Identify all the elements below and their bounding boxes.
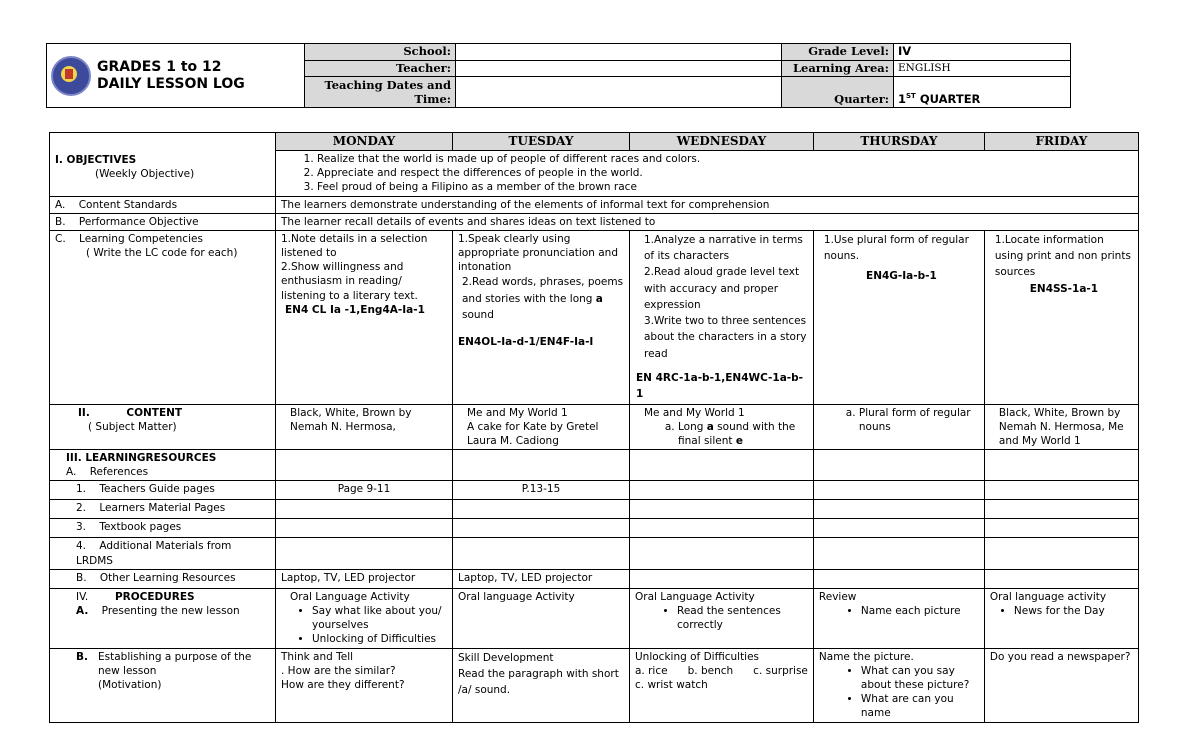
tg-tuesday: P.13-15 (453, 481, 630, 500)
competency-line: 1.Note details in a selection listened to (281, 232, 428, 260)
tg-label-cell (50, 481, 276, 500)
competency-line: 2.Show willingness and enthusiasm in reading/ listening to a literary text. (281, 261, 418, 302)
row-num: 1. (76, 483, 87, 496)
competency-monday (276, 230, 453, 404)
row-num: A. (76, 604, 89, 617)
content-line: A cake for Kate by Gretel Laura M. Cadiong (467, 420, 599, 447)
objective-item: 3. Feel proud of being a Filipino as a member of the brown race (317, 180, 1133, 194)
day-tuesday: TUESDAY (453, 133, 630, 151)
area-label: Learning Area: (782, 60, 894, 77)
quarter-label: Quarter: (782, 77, 894, 108)
other-resources-label-cell (50, 569, 276, 588)
cell-empty (276, 519, 453, 538)
competency-text: 2.Read words, phrases, poems and stories with the long (462, 276, 624, 305)
objectives-label-cell (50, 133, 276, 197)
motivation-line: . How are the similar? (281, 664, 396, 677)
competency-code: EN 4RC-1a-b-1,EN4WC-1a-b-1 (636, 371, 804, 401)
cell-empty (984, 500, 1138, 519)
motivation-item: • What are can you name (861, 692, 979, 720)
objectives-sub: (Weekly Objective) (95, 168, 195, 181)
cell-empty (813, 569, 984, 588)
competency-text: sound (462, 308, 494, 321)
cell-empty (630, 481, 814, 500)
activity-item: • News for the Day (1014, 604, 1133, 618)
header-logo-cell (47, 44, 305, 108)
cell-empty (630, 538, 814, 569)
motivation-monday (276, 648, 453, 722)
activity-item: • Unlocking of Difficulties (312, 632, 447, 646)
cell-empty (630, 500, 814, 519)
teacher-field[interactable] (456, 60, 782, 77)
cell-empty (813, 481, 984, 500)
competency-friday (984, 230, 1138, 404)
activity-title: Review (818, 590, 857, 603)
content-line: Me and My World 1 (644, 406, 745, 419)
motivation-friday: Do you read a newspaper? (984, 648, 1138, 722)
tg-label: Teachers Guide pages (99, 483, 215, 496)
cell-empty (453, 519, 630, 538)
title-line1: GRADES 1 to 12 (97, 58, 222, 75)
deped-seal-icon (51, 56, 91, 96)
competency-line: 1.Speak clearly using appropriate pronunciation and intonation (458, 232, 618, 274)
content-item: a. Plural form of regular nouns (859, 406, 979, 434)
cell-empty (276, 538, 453, 569)
day-wednesday: WEDNESDAY (630, 133, 814, 151)
lrdms-label-cell (50, 538, 276, 569)
lm-label: Learners Material Pages (99, 502, 226, 515)
motivation-line: Skill Development (458, 651, 554, 664)
competencies-label: Learning Competencies (79, 232, 203, 245)
lesson-log-table (49, 132, 1139, 723)
motivation-title: Name the picture. (818, 650, 914, 663)
competency-wednesday (630, 230, 814, 404)
competencies-label-cell (50, 230, 276, 404)
area-field[interactable]: ENGLISH (894, 60, 1071, 77)
cell-empty (630, 519, 814, 538)
row-num: B. (76, 650, 88, 663)
row-num: B. (55, 215, 66, 228)
content-thursday (813, 404, 984, 450)
cell-empty (813, 500, 984, 519)
competency-emph: a (595, 292, 603, 305)
content-wednesday (630, 404, 814, 450)
lrdms-label: Additional Materials from LRDMS (76, 540, 232, 567)
row-num: A. (66, 466, 77, 479)
competency-line: 3.Write two to three sentences about the characters in a story read (644, 315, 807, 360)
competency-thursday (813, 230, 984, 404)
competency-code: EN4SS-1a-1 (1029, 282, 1099, 295)
row-num: A. (55, 198, 66, 211)
activity-title: Oral Language Activity (290, 590, 410, 603)
activity-item: • Read the sentences correctly (677, 604, 808, 632)
quarter-sup: ST (906, 91, 916, 100)
objectives-list-cell (276, 151, 1139, 197)
objective-item: 1. Realize that the world is made up of people of different races and colors. (317, 152, 1133, 166)
presenting-tuesday: Oral language Activity (453, 588, 630, 648)
performance-value: The learner recall details of events and shares ideas on text listened to (276, 213, 1139, 230)
motivation-tuesday (453, 648, 630, 722)
motivation-line: Think and Tell (281, 650, 354, 663)
activity-item: • Name each picture (861, 604, 979, 618)
row-num: 2. (76, 502, 87, 515)
motivation-sub: (Motivation) (98, 679, 162, 692)
cell-empty (453, 538, 630, 569)
other-monday: Laptop, TV, LED projector (276, 569, 453, 588)
quarter-field[interactable] (894, 77, 1071, 108)
performance-label-cell (50, 213, 276, 230)
objective-item: 2. Appreciate and respect the differences of people in the world. (317, 166, 1133, 180)
activity-item: • Say what like about you/ yourselves (312, 604, 447, 632)
cell-empty (630, 450, 814, 481)
competency-line: 2.Read aloud grade level text with accuracy and proper expression (644, 266, 800, 311)
competency-code: EN4G-Ia-b-1 (866, 270, 937, 283)
content-tuesday (453, 404, 630, 450)
content-text: sound with the final silent (678, 420, 796, 447)
day-thursday: THURSDAY (813, 133, 984, 151)
cell-empty (984, 519, 1138, 538)
content-text: Long (678, 420, 707, 433)
cell-empty (630, 569, 814, 588)
competency-line: 1.Locate information using print and non prints sources (994, 233, 1131, 279)
day-monday: MONDAY (276, 133, 453, 151)
content-standards-label: Content Standards (78, 198, 178, 211)
grade-field[interactable]: IV (894, 44, 1071, 61)
motivation-label-cell (50, 648, 276, 722)
competency-code: EN4OL-Ia-d-1/EN4F-Ia-I (458, 336, 594, 349)
tg-monday: Page 9-11 (276, 481, 453, 500)
row-num: II. (78, 406, 90, 419)
textbook-label: Textbook pages (99, 521, 182, 534)
cell-empty (984, 569, 1138, 588)
textbook-label-cell (50, 519, 276, 538)
competency-line: 1.Use plural form of regular nouns. (823, 233, 969, 263)
motivation-line: c. wrist watch (635, 679, 708, 692)
cell-empty (276, 500, 453, 519)
motivation-wednesday (630, 648, 814, 722)
competency-tuesday (453, 230, 630, 404)
cell-empty (453, 500, 630, 519)
content-emph: a (706, 420, 714, 433)
motivation-line: How are they different? (281, 679, 405, 692)
cell-empty (984, 450, 1138, 481)
grade-label: Grade Level: (782, 44, 894, 61)
other-resources-label: Other Learning Resources (99, 571, 236, 584)
title-line2: DAILY LESSON LOG (97, 75, 245, 92)
motivation-label: Establishing a purpose of the new lesson (98, 650, 252, 677)
row-num: B. (76, 571, 87, 584)
cell-empty (984, 538, 1138, 569)
lm-label-cell (50, 500, 276, 519)
presenting-label: Presenting the new lesson (101, 604, 240, 617)
dates-label: Teaching Dates and Time: (305, 77, 456, 108)
competencies-sub: ( Write the LC code for each) (86, 247, 238, 260)
motivation-line: Unlocking of Difficulties (635, 650, 760, 663)
procedures-label-cell (50, 588, 276, 648)
presenting-monday (276, 588, 453, 648)
activity-title: Oral Language Activity (635, 590, 755, 603)
cell-empty (813, 450, 984, 481)
day-friday: FRIDAY (984, 133, 1138, 151)
content-friday: Black, White, Brown by Nemah N. Hermosa, Me and My World 1 (984, 404, 1138, 450)
cell-empty (276, 450, 453, 481)
content-sub: ( Subject Matter) (88, 420, 177, 433)
cell-empty (453, 450, 630, 481)
motivation-item: • What can you say about these picture? (861, 664, 979, 692)
other-tuesday: Laptop, TV, LED projector (453, 569, 630, 588)
school-field[interactable] (456, 44, 782, 61)
teacher-label: Teacher: (305, 60, 456, 77)
header-table (46, 43, 1071, 108)
content-monday: Black, White, Brown by Nemah N. Hermosa, (276, 404, 453, 450)
content-item (678, 420, 808, 448)
competency-code: EN4 CL Ia -1,Eng4A-Ia-1 (285, 303, 425, 316)
quarter-word: QUARTER (915, 91, 981, 106)
objectives-label: I. OBJECTIVES (55, 154, 137, 166)
presenting-thursday (813, 588, 984, 648)
row-num: IV. (76, 590, 89, 603)
activity-title: Oral language activity (989, 590, 1107, 603)
motivation-line: Read the paragraph with short /a/ sound. (458, 667, 619, 697)
content-standards-label-cell (50, 196, 276, 213)
school-label: School: (305, 44, 456, 61)
resources-label: III. LEARNINGRESOURCES (66, 452, 217, 465)
cell-empty (813, 519, 984, 538)
quarter-num: 1 (898, 91, 907, 106)
dates-field[interactable] (456, 77, 782, 108)
motivation-thursday (813, 648, 984, 722)
cell-empty (813, 538, 984, 569)
cell-empty (984, 481, 1138, 500)
content-line: Me and My World 1 (467, 406, 568, 419)
content-label: CONTENT (126, 406, 183, 419)
procedures-label: PROCEDURES (114, 590, 195, 603)
motivation-line: a. rice b. bench c. surprise (635, 664, 808, 677)
row-num: 3. (76, 521, 87, 534)
content-label-cell (50, 404, 276, 450)
presenting-wednesday (630, 588, 814, 648)
content-emph: e (735, 434, 743, 447)
performance-label: Performance Objective (78, 215, 199, 228)
row-num: 4. (76, 540, 87, 553)
references-label: References (89, 466, 149, 479)
row-num: C. (55, 232, 66, 245)
resources-label-cell (50, 450, 276, 481)
competency-line-2 (458, 274, 624, 323)
presenting-friday (984, 588, 1138, 648)
content-standards-value: The learners demonstrate understanding of the elements of informal text for comprehension (276, 196, 1139, 213)
competency-line: 1.Analyze a narrative in terms of its characters (644, 233, 803, 263)
